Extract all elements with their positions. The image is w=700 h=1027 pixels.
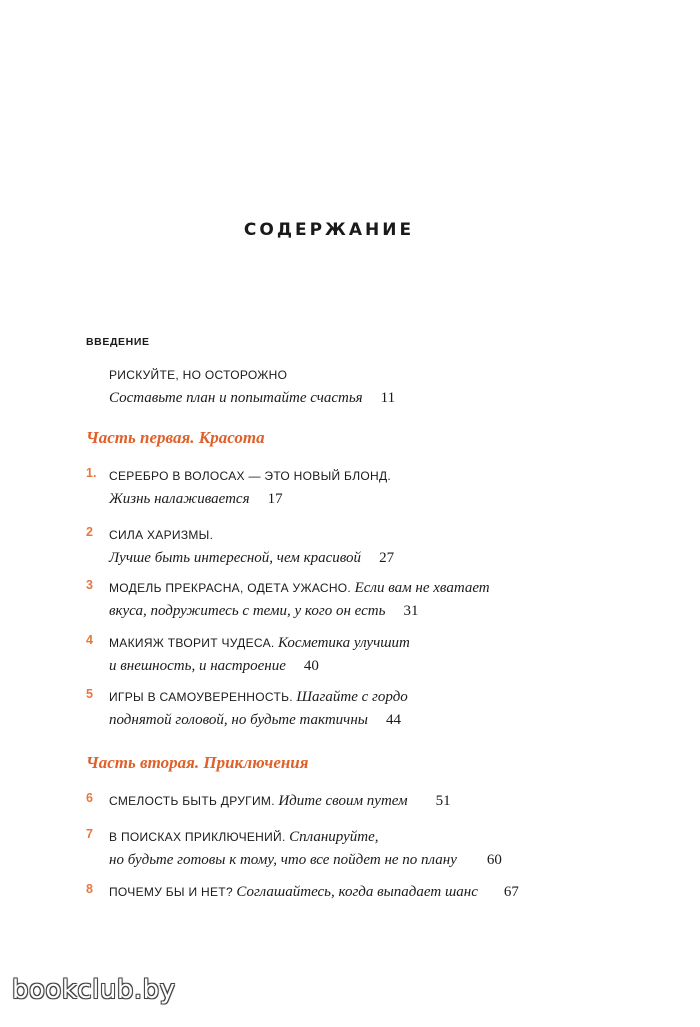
part-heading-2[interactable]: Часть вторая. Приключения	[86, 753, 309, 772]
page-number: 60	[486, 852, 502, 868]
toc-entry-body	[109, 632, 606, 678]
toc-entry-body	[109, 790, 606, 813]
chapter-subtitle: Идите своим путем	[278, 793, 408, 809]
toc-entry-8[interactable]	[86, 881, 606, 904]
chapter-heading: МАКИЯЖ ТВОРИТ ЧУДЕСА.	[109, 636, 275, 650]
chapter-heading: РИСКУЙТЕ, НО ОСТОРОЖНО	[109, 368, 288, 382]
chapter-number: 6	[86, 791, 93, 805]
chapter-heading: ПОЧЕМУ БЫ И НЕТ?	[109, 885, 233, 899]
toc-entry-2[interactable]	[86, 524, 606, 570]
page-number: 40	[303, 658, 319, 674]
chapter-heading: ИГРЫ В САМОУВЕРЕННОСТЬ.	[109, 690, 293, 704]
toc-entry-body	[109, 465, 606, 511]
page-number: 44	[385, 712, 401, 728]
chapter-heading: СИЛА ХАРИЗМЫ.	[109, 528, 214, 542]
chapter-subtitle-part2: но будьте готовы к тому, что все пойдет не по плану	[109, 852, 457, 868]
page-number: 17	[267, 491, 283, 507]
toc-entry-5[interactable]	[86, 686, 606, 732]
chapter-number: 5	[86, 687, 93, 701]
chapter-subtitle-part1: Спланируйте,	[289, 829, 379, 845]
chapter-number: 2	[86, 525, 93, 539]
toc-entry-body	[109, 524, 606, 570]
chapter-number: 3	[86, 578, 93, 592]
page-number: 51	[435, 793, 451, 809]
page-number: 67	[503, 884, 519, 900]
part-heading-1[interactable]: Часть первая. Красота	[86, 428, 265, 447]
page-number: 11	[380, 390, 396, 406]
chapter-subtitle-part1: Шагайте с гордо	[296, 689, 408, 705]
toc-entry-body	[109, 364, 606, 410]
chapter-number: 4	[86, 633, 93, 647]
chapter-subtitle-part2: вкуса, подружитесь с теми, у кого он есть	[109, 603, 386, 619]
chapter-number: 7	[86, 827, 93, 841]
watermark-logo: bookclub.by	[12, 975, 176, 1005]
chapter-number: 8	[86, 882, 93, 896]
chapter-heading: В ПОИСКАХ ПРИКЛЮЧЕНИЙ.	[109, 830, 286, 844]
chapter-subtitle-part2: поднятой головой, но будьте тактичны	[109, 712, 368, 728]
chapter-heading: СЕРЕБРО В ВОЛОСАХ — ЭТО НОВЫЙ БЛОНД.	[109, 469, 392, 483]
toc-entry-1[interactable]	[86, 465, 606, 511]
toc-entry-7[interactable]	[86, 826, 606, 872]
chapter-subtitle: Составьте план и попытайте счастья	[109, 390, 363, 406]
toc-entry-body	[109, 577, 606, 623]
intro-label: ВВЕДЕНИЕ	[86, 336, 150, 348]
chapter-subtitle: Лучше быть интересной, чем красивой	[109, 550, 362, 566]
page-number: 27	[379, 550, 395, 566]
toc-entry-6[interactable]	[86, 790, 606, 813]
chapter-subtitle-part2: и внешность, и настроение	[109, 658, 286, 674]
chapter-subtitle: Соглашайтесь, когда выпадает шанс	[236, 884, 478, 900]
chapter-subtitle-part1: Если вам не хватает	[354, 580, 490, 596]
chapter-heading: МОДЕЛЬ ПРЕКРАСНА, ОДЕТА УЖАСНО.	[109, 581, 352, 595]
chapter-number: 1.	[86, 466, 97, 480]
toc-entry-4[interactable]	[86, 632, 606, 678]
chapter-subtitle-part1: Косметика улучшит	[278, 635, 410, 651]
toc-entry-body	[109, 826, 606, 872]
toc-entry-3[interactable]	[86, 577, 606, 623]
toc-entry-body	[109, 686, 606, 732]
page-title: СОДЕРЖАНИЕ	[243, 220, 415, 240]
toc-entry-body	[109, 881, 606, 904]
chapter-subtitle: Жизнь налаживается	[109, 491, 250, 507]
page-number: 31	[403, 603, 419, 619]
toc-entry-intro[interactable]	[86, 364, 606, 410]
chapter-heading: СМЕЛОСТЬ БЫТЬ ДРУГИМ.	[109, 794, 275, 808]
